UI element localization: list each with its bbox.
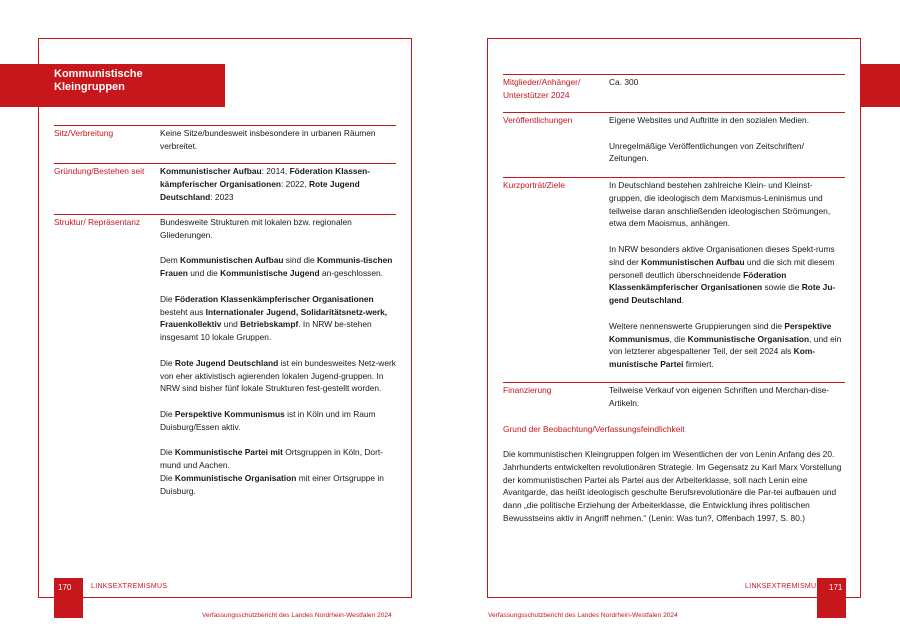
row-label-sitz: Sitz/Verbreitung	[54, 128, 114, 138]
row-rule	[54, 125, 396, 126]
row-value-mitglieder	[609, 76, 845, 89]
row-label-struktur: Struktur/ Repräsentanz	[54, 217, 141, 227]
row-value-sitz: Keine Sitze/bundesweit insbesondere in urbanen Räumen verbreitet.	[160, 128, 376, 151]
paragraph: Bundesweite Strukturen mit lokalen bzw. regionalen Gliederungen.	[160, 217, 352, 240]
row-rule	[54, 163, 396, 164]
paragraph: Die Föderation Klassenkämpferischer Organisationen besteht aus Internationaler Jugend, Solidaritätsnetz-werk, Frauenkollektiv und Betriebskampf. In NRW be-stehen insgesamt 10 lokale Gruppen.	[160, 293, 388, 343]
row-rule	[503, 177, 845, 178]
paragraph: Die Kommunistische Partei mit Ortsgruppen in Köln, Dort-mund und Aachen. Die Kommunistische Organisation mit einer Ortsgruppe in Duisburg.	[160, 447, 384, 496]
paragraph: Teilweise Verkauf von eigenen Schriften und Merchan-dise-Artikeln.	[609, 385, 830, 408]
section-label-right: LINKSEXTREMISMUS	[745, 583, 822, 590]
row-label-gruendung: Gründung/Bestehen seit	[54, 166, 145, 176]
row-rule	[54, 214, 396, 215]
paragraph: Die Rote Jugend Deutschland ist ein bundesweites Netz-werk von eher aktivistisch agierenden lokalen Jugend-gruppen. In NRW sind bisher fünf lokale Strukturen fest-gestellt worden.	[160, 357, 396, 394]
observation-text: Die kommunistischen Kleingruppen folgen im Wesentlichen der von Lenin Anfang des 20. Jahrhunderts entwickelten revolutionären Strategie. Im Gegensatz zu Karl Marx Vorstellung der kommunistischen Partei als Partei aus der Arbeiterklasse, soll nach Lenin eine Avantgarde, das heißt ideologisch geschulte Berufsrevolutionäre die Par-tei aufbauen und dann „die politische Erziehung der Arbeiterklasse, die Entwicklung ihres politischen Bewusstseins aktiv in Angriff nehmen.“ (Lenin: Was tun?, Offenbach 1997, S. 80.)	[503, 449, 842, 523]
title-box	[0, 64, 225, 107]
row-value-gruendung: Kommunistischer Aufbau: 2014, Föderation Klassen-kämpferischer Organisationen: 2022, Rote Jugend Deutschland: 2023	[160, 166, 371, 202]
page-number-left: 170	[58, 583, 72, 592]
paragraph: Weitere nennenswerte Gruppierungen sind die Perspektive Kommunismus, die Kommunistische Organisation, und ein von letzterer abgespaltener Teil, der seit 2024 als Kom-munistische Partei firmiert.	[609, 320, 842, 370]
paragraph: In Deutschland bestehen zahlreiche Klein- und Kleinst-gruppen, die ideologisch dem Marxismus-Leninismus und teilweise daran anschließenden ideologischen Strömungen, etwa dem Maoismus, anhängen.	[609, 180, 831, 229]
row-rule	[503, 382, 845, 383]
footer-left: Verfassungsschutzbericht des Landes Nordrhein-Westfalen 2024	[202, 612, 392, 619]
row-value-struktur	[160, 216, 396, 498]
row-label-kurzportraet: Kurzporträt/Ziele	[503, 180, 565, 190]
paragraph: In NRW besonders aktive Organisationen dieses Spekt-rums sind der Kommunistischen Aufbau und die sich mit diesem personell deutlich überschneidende Föderation Klassenkämpferischer Organisationen sowie die Rote Ju-gend Deutschland.	[609, 243, 836, 306]
row-value-veroeffentlichungen	[609, 114, 845, 165]
row-value-kurzportraet	[609, 179, 845, 371]
row-rule	[503, 112, 845, 113]
row-value-finanzierung	[609, 384, 845, 410]
row-label-finanzierung: Finanzierung	[503, 385, 552, 395]
paragraph: Eigene Websites und Auftritte in den sozialen Medien.	[609, 115, 810, 125]
footer-right: Verfassungsschutzbericht des Landes Nordrhein-Westfalen 2024	[488, 612, 678, 619]
right-side-tab	[861, 64, 900, 107]
page-title: Kommunistische Kleingruppen	[54, 68, 143, 93]
page-number-right: 171	[829, 583, 843, 592]
observation-heading: Grund der Beobachtung/Verfassungsfeindlichkeit	[503, 424, 685, 434]
section-label-left: LINKSEXTREMISMUS	[91, 583, 168, 590]
paragraph: Die Perspektive Kommunismus ist in Köln und im Raum Duisburg/Essen aktiv.	[160, 408, 376, 432]
paragraph: Ca. 300	[609, 77, 639, 87]
paragraph: Unregelmäßige Veröffentlichungen von Zeitschriften/ Zeitungen.	[609, 140, 804, 164]
row-label-veroeffentlichungen: Veröffentlichungen	[503, 115, 573, 125]
paragraph: Dem Kommunistischen Aufbau sind die Kommunis-tischen Frauen und die Kommunistische Jugend an-geschlossen.	[160, 255, 393, 279]
row-rule	[503, 74, 845, 75]
row-label-mitglieder: Mitglieder/Anhänger/ Unterstützer 2024	[503, 77, 581, 100]
